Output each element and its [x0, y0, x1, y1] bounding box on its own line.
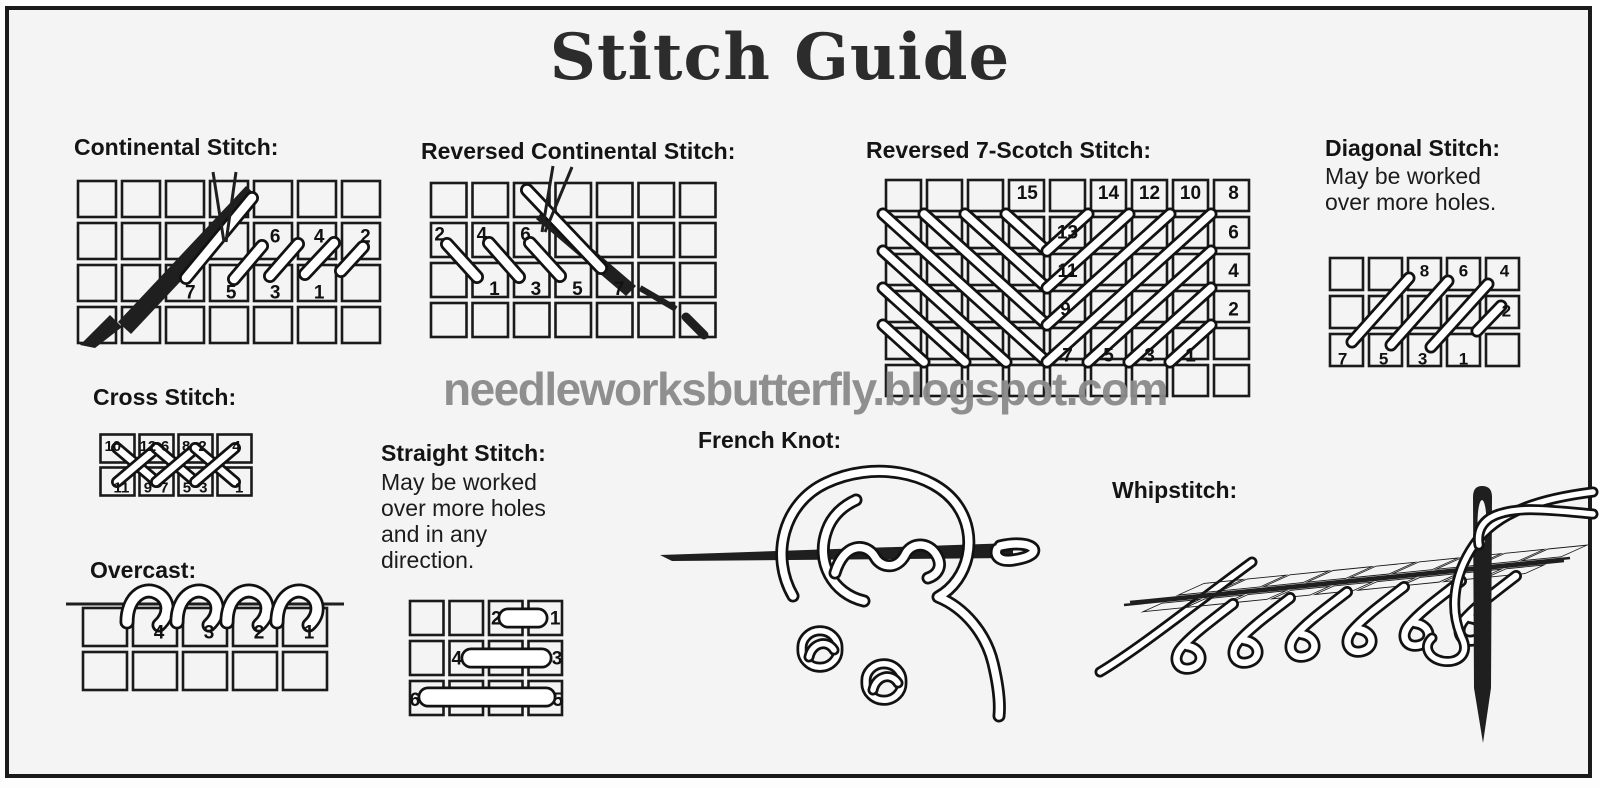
canvas-cell — [298, 307, 336, 343]
canvas-cell — [680, 223, 716, 257]
canvas-cell — [298, 181, 336, 217]
scotch-stitches — [883, 214, 1211, 362]
stitch-number: 1 — [489, 279, 500, 301]
canvas-cell — [680, 263, 716, 297]
stitch-number: 12 — [1138, 183, 1161, 205]
stitch-number: 6 — [409, 689, 421, 711]
canvas-cell — [473, 303, 509, 337]
note-diagonal: May be worked over more holes. — [1325, 163, 1497, 215]
canvas-cell — [431, 183, 467, 217]
stitch-number: 4 — [313, 226, 325, 248]
canvas-cell — [927, 180, 962, 211]
stitch-number: 4 — [1499, 261, 1510, 281]
stitch-number: 2 — [490, 608, 502, 630]
continental-diagram — [78, 172, 380, 348]
canvas-cell — [473, 183, 509, 217]
stitch-number: 11 — [1057, 261, 1078, 283]
canvas-cell — [680, 183, 716, 217]
stitch-number: 6 — [1458, 261, 1469, 281]
stitch-number: 2 — [198, 438, 207, 456]
canvas-cell — [639, 223, 675, 257]
stitch-number: 1 — [549, 608, 561, 630]
stitch-number: 4 — [476, 224, 488, 246]
stitch-number: 4 — [153, 622, 165, 644]
stitch-number: 2 — [253, 622, 265, 644]
stitch-number: 3 — [199, 479, 208, 497]
stitch-number: 3 — [530, 279, 542, 301]
stitch-number: 6 — [520, 224, 531, 246]
heading-straight: Straight Stitch: — [381, 440, 546, 466]
heading-french-knot: French Knot: — [698, 427, 842, 453]
canvas-cell — [597, 303, 633, 337]
stitch-number: 7 — [184, 282, 196, 304]
stitch-number: 4 — [1228, 261, 1239, 283]
canvas-cell — [431, 303, 467, 337]
canvas-cell — [78, 265, 116, 301]
canvas-cell — [1330, 258, 1363, 290]
canvas-cell — [283, 652, 327, 690]
stitch-number: 9 — [143, 479, 153, 497]
stitch-number: 5 — [225, 282, 237, 304]
canvas-cell — [133, 652, 177, 690]
canvas-cell — [254, 181, 292, 217]
canvas-cell — [122, 181, 160, 217]
heading-overcast: Overcast: — [90, 557, 197, 583]
heading-whipstitch: Whipstitch: — [1112, 477, 1238, 503]
heading-scotch: Reversed 7-Scotch Stitch: — [866, 137, 1152, 163]
stitch-number: 5 — [182, 479, 192, 497]
canvas-cell — [78, 223, 116, 259]
canvas-cell — [886, 180, 921, 211]
canvas-cell — [1214, 328, 1249, 359]
stitch-number: 6 — [269, 226, 281, 248]
stitch-number: 6 — [1228, 222, 1239, 244]
canvas-cell — [450, 601, 484, 635]
stitch-number: 10 — [104, 438, 122, 456]
canvas-cell — [556, 183, 592, 217]
stitch-number: 14 — [1097, 183, 1120, 205]
stitch-number: 12 — [139, 438, 157, 456]
canvas-cell — [1173, 365, 1208, 396]
canvas-cell — [514, 303, 550, 337]
canvas-cell — [1330, 296, 1363, 328]
french-knot-knots — [802, 631, 902, 701]
stitch-number: 3 — [1144, 345, 1155, 367]
page-title: Stitch Guide — [549, 20, 1011, 95]
canvas-cell — [1214, 365, 1249, 396]
stitch-number: 1 — [313, 282, 325, 304]
stitch-number: 1 — [303, 622, 315, 644]
cross-diagram — [101, 435, 252, 497]
stitch-number: 13 — [1056, 222, 1079, 244]
stitch-number: 7 — [613, 279, 625, 301]
canvas-cell — [597, 223, 633, 257]
stitch-number: 11 — [113, 479, 130, 497]
canvas-cell — [83, 652, 127, 690]
stitch-number: 2 — [1501, 301, 1512, 321]
stitch-number: 2 — [434, 224, 445, 246]
stitch-number: 9 — [1060, 299, 1071, 321]
stitch-number: 5 — [1378, 349, 1389, 369]
canvas-cell — [1486, 334, 1519, 366]
stitch-number: 7 — [160, 479, 169, 497]
canvas-cell — [1050, 180, 1085, 211]
heading-reversed-continental: Reversed Continental Stitch: — [421, 138, 736, 164]
canvas-cell — [639, 183, 675, 217]
canvas-cell — [183, 652, 227, 690]
stitch-number: 1 — [1185, 345, 1196, 367]
stitch-number: 5 — [552, 689, 564, 711]
stitch-number: 5 — [572, 279, 583, 301]
canvas-cell — [556, 303, 592, 337]
reversed-continental-diagram — [431, 166, 716, 337]
diagonal-diagram — [1330, 258, 1519, 369]
heading-continental: Continental Stitch: — [74, 134, 279, 160]
watermark: needleworksbutterfly.blogspot.com — [443, 363, 1168, 415]
stitch-number: 5 — [1103, 345, 1114, 367]
canvas-cell — [78, 181, 116, 217]
note-straight: May be worked over more holes and in any direction. — [381, 469, 546, 573]
reversed-continental-thread — [640, 288, 676, 309]
french-knot-thread — [782, 471, 1034, 716]
stitch-number: 4 — [232, 438, 241, 456]
stitch-number: 15 — [1016, 183, 1038, 205]
stitch-number: 4 — [451, 648, 463, 670]
stitch-number: 10 — [1179, 183, 1202, 205]
canvas-cell — [166, 307, 204, 343]
stitch-number: 2 — [360, 226, 371, 248]
canvas-cell — [410, 601, 444, 635]
canvas-cell — [597, 183, 633, 217]
reversed-continental-thread — [686, 317, 704, 335]
canvas-cell — [410, 641, 444, 675]
stitch-number: 8 — [1419, 261, 1430, 281]
stitch-number: 3 — [551, 648, 563, 670]
canvas-cell — [122, 223, 160, 259]
canvas-cell — [166, 181, 204, 217]
canvas-cell — [968, 180, 1003, 211]
canvas-cell — [233, 652, 277, 690]
stitch-number: 3 — [203, 622, 215, 644]
heading-cross: Cross Stitch: — [93, 384, 237, 410]
stitch-number: 2 — [1228, 299, 1239, 321]
overcast-diagram — [66, 591, 344, 690]
reversed-continental-grid — [431, 183, 716, 337]
stitch-number: 8 — [181, 438, 191, 456]
canvas-cell — [342, 307, 380, 343]
stitch-number: 6 — [160, 438, 170, 456]
straight-diagram — [410, 601, 564, 715]
stitch-number: 1 — [235, 479, 244, 497]
stitch-number: 8 — [1228, 183, 1239, 205]
canvas-cell — [342, 181, 380, 217]
french-knot-diagram — [660, 471, 1034, 716]
whipstitch-diagram — [1100, 486, 1593, 743]
heading-diagonal: Diagonal Stitch: — [1325, 135, 1501, 161]
stitch-number: 1 — [1458, 349, 1469, 369]
stitch-number: 7 — [1337, 349, 1348, 369]
stitch-number: 3 — [269, 282, 281, 304]
stitch-number: 3 — [1417, 349, 1428, 369]
canvas-cell — [210, 307, 248, 343]
diagonal-stitches — [1352, 278, 1501, 347]
canvas-cell — [254, 307, 292, 343]
stitch-number: 7 — [1062, 345, 1073, 367]
